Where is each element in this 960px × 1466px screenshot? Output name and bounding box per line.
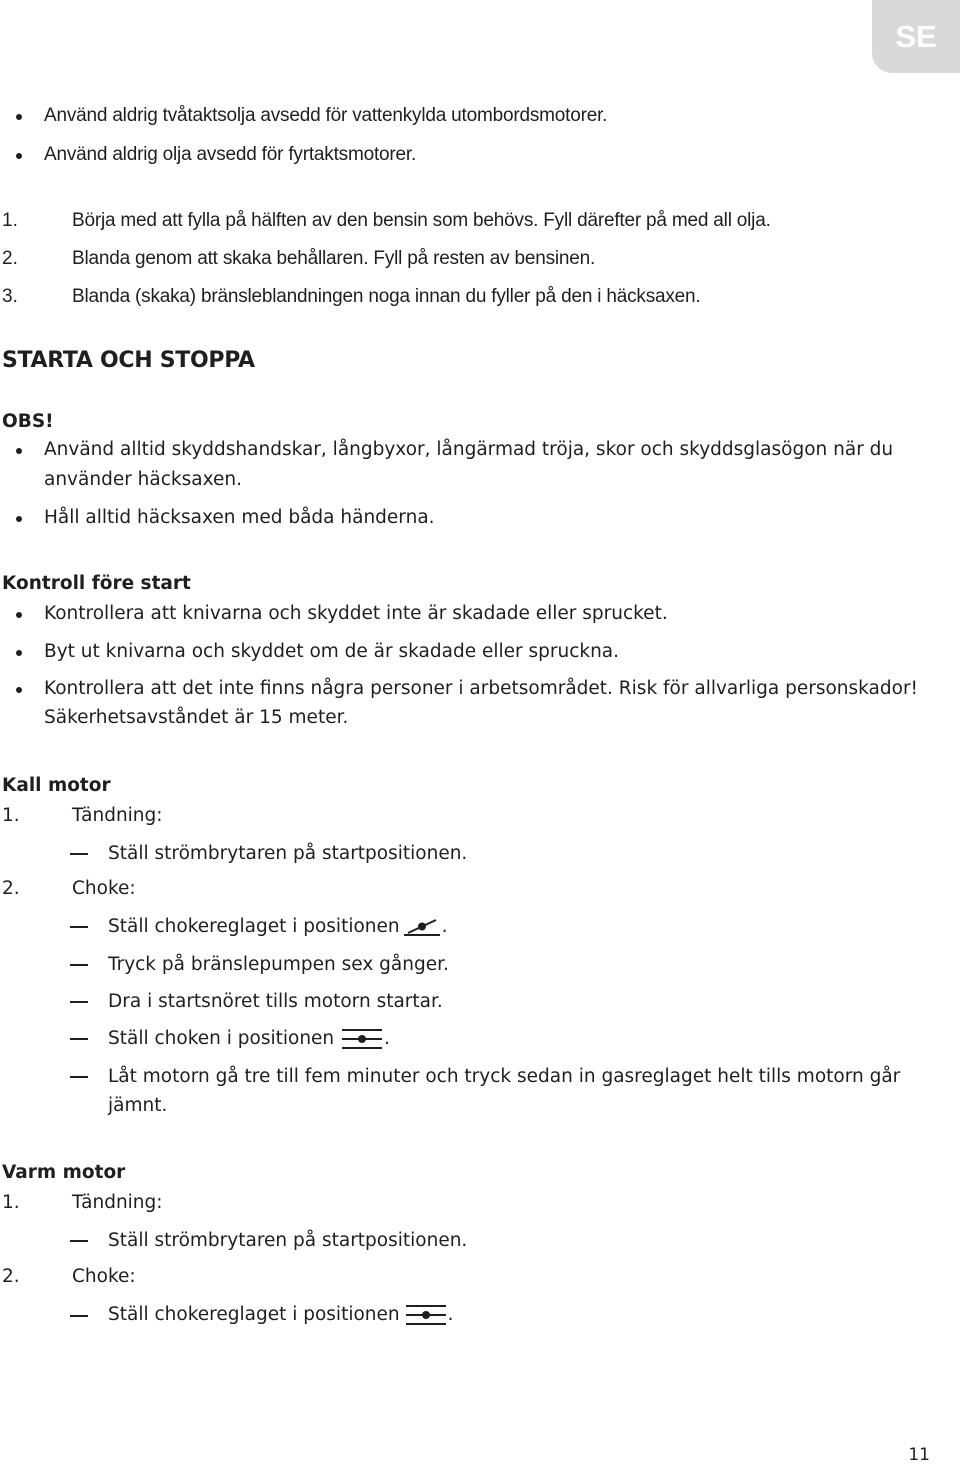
- step-number: 1.: [2, 1192, 20, 1213]
- bullet: [16, 650, 22, 656]
- obs-label: OBS!: [2, 411, 54, 432]
- cold-choke-item-1: [108, 913, 448, 941]
- precheck-item-1: Kontrollera att knivarna och skyddet inte är skadade eller sprucket.: [44, 603, 668, 624]
- step-number: 2.: [2, 1266, 20, 1287]
- cold-choke-item-1-after: .: [441, 916, 448, 937]
- step-number: 1.: [2, 805, 20, 826]
- cold-choke-item-3: Dra i startsnöret tills motorn startar.: [108, 991, 443, 1012]
- warm-choke-item-1: [108, 1301, 454, 1329]
- step-number: 3.: [2, 286, 18, 307]
- obs-item-1: Använd alltid skyddshandskar, långbyxor, långärmad tröja, skor och skyddsglasögon när du: [44, 439, 894, 460]
- fuel-warning-1: Använd aldrig tvåtaktsolja avsedd för vattenkylda utombordsmotorer.: [44, 105, 608, 126]
- warm-choke-label: Choke:: [72, 1266, 136, 1287]
- bullet: [16, 687, 22, 693]
- precheck-item-2: Byt ut knivarna och skyddet om de är skadade eller spruckna.: [44, 641, 620, 662]
- cold-choke-item-1-text: Ställ chokereglaget i positionen: [108, 916, 400, 937]
- cold-choke-item-5-cont: jämnt.: [108, 1095, 168, 1116]
- choke-open-icon: [340, 1026, 384, 1052]
- cold-choke-item-4: [108, 1025, 390, 1053]
- step-number: 1.: [2, 210, 18, 231]
- choke-closed-icon: [402, 914, 442, 940]
- precheck-item-3: Kontrollera att det inte finns några personer i arbetsområdet. Risk för allvarliga personskador!: [44, 678, 918, 699]
- dash: [70, 853, 88, 855]
- warm-ignition-item: Ställ strömbrytaren på startpositionen.: [108, 1230, 468, 1251]
- warm-ignition-label: Tändning:: [72, 1192, 163, 1213]
- dash: [70, 1240, 88, 1242]
- dash: [70, 1001, 88, 1003]
- language-tab: SE: [872, 0, 960, 73]
- choke-open-icon: [404, 1302, 448, 1328]
- cold-choke-item-4-after: .: [384, 1028, 391, 1049]
- dash: [70, 926, 88, 928]
- cold-ignition-item: Ställ strömbrytaren på startpositionen.: [108, 843, 468, 864]
- dash: [70, 1038, 88, 1040]
- cold-choke-label: Choke:: [72, 878, 136, 899]
- obs-item-1-cont: använder häcksaxen.: [44, 469, 242, 490]
- mixing-step-1: Börja med att fylla på hälften av den bensin som behövs. Fyll därefter på med all olja.: [72, 210, 771, 231]
- cold-ignition-label: Tändning:: [72, 805, 163, 826]
- warm-engine-title: Varm motor: [2, 1162, 126, 1183]
- obs-item-2: Håll alltid häcksaxen med båda händerna.: [44, 507, 435, 528]
- precheck-item-3-cont: Säkerhetsavståndet är 15 meter.: [44, 707, 349, 728]
- mixing-step-2: Blanda genom att skaka behållaren. Fyll på resten av bensinen.: [72, 248, 596, 269]
- warm-choke-item-1-after: .: [447, 1304, 454, 1325]
- bullet: [16, 448, 22, 454]
- cold-choke-item-5: Låt motorn gå tre till fem minuter och tryck sedan in gasreglaget helt tills motorn går: [108, 1066, 901, 1087]
- warm-choke-item-1-text: Ställ chokereglaget i positionen: [108, 1304, 400, 1325]
- bullet: [16, 114, 22, 120]
- bullet: [16, 153, 22, 159]
- step-number: 2.: [2, 248, 18, 269]
- mixing-step-3: Blanda (skaka) bränsleblandningen noga innan du fyller på den i häcksaxen.: [72, 286, 701, 307]
- section-title: STARTA OCH STOPPA: [2, 348, 255, 373]
- dash: [70, 1315, 88, 1317]
- dash: [70, 964, 88, 966]
- cold-choke-item-4-text: Ställ choken i positionen: [108, 1028, 335, 1049]
- fuel-warning-2: Använd aldrig olja avsedd för fyrtaktsmotorer.: [44, 144, 417, 165]
- bullet: [16, 612, 22, 618]
- cold-choke-item-2: Tryck på bränslepumpen sex gånger.: [108, 954, 449, 975]
- page-number: 11: [908, 1445, 930, 1465]
- step-number: 2.: [2, 878, 20, 899]
- dash: [70, 1076, 88, 1078]
- precheck-title: Kontroll före start: [2, 573, 191, 594]
- bullet: [16, 516, 22, 522]
- cold-engine-title: Kall motor: [2, 775, 111, 796]
